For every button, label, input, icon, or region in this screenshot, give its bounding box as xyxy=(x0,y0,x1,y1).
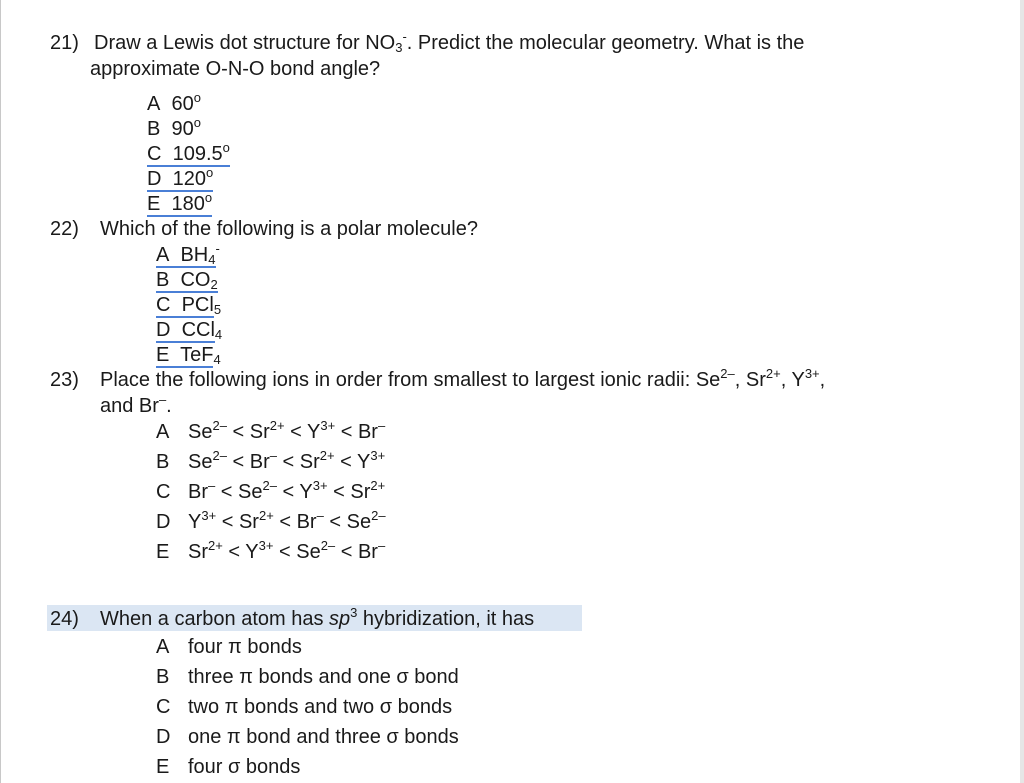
hybridization-term: sp xyxy=(329,608,351,630)
option-text: 90 xyxy=(171,118,194,140)
ion: < Sr xyxy=(226,421,270,443)
question-21-number: 21) xyxy=(50,32,79,54)
ion: < Y xyxy=(276,481,313,503)
option-text: 60 xyxy=(171,93,194,115)
option-letter: E xyxy=(147,193,161,215)
option-letter: A xyxy=(156,244,170,266)
ion: Sr xyxy=(188,541,208,563)
option-text: three π bonds and one σ bond xyxy=(188,666,459,688)
question-21-option-a[interactable] xyxy=(147,92,201,116)
option-text: one π bond and three σ bonds xyxy=(188,726,459,748)
question-22-option-a[interactable] xyxy=(156,243,220,267)
ion: < Br xyxy=(273,511,317,533)
question-24-option-b[interactable] xyxy=(156,665,459,689)
charge: 2– xyxy=(212,448,227,463)
formula-base: CCl xyxy=(181,319,215,341)
question-23-text-f: . xyxy=(166,395,172,417)
degree-sign: o xyxy=(204,190,213,205)
option-letter: B xyxy=(156,269,170,291)
question-23-line1 xyxy=(100,368,825,392)
option-text: 120 xyxy=(172,168,206,190)
ion: < Sr xyxy=(216,511,259,533)
option-text: four σ bonds xyxy=(188,756,301,778)
question-21-line1 xyxy=(94,31,804,55)
question-22-option-b[interactable] xyxy=(156,268,218,292)
ion: < Y xyxy=(284,421,321,443)
ion: < Y xyxy=(222,541,259,563)
charge: 2+ xyxy=(319,448,335,463)
option-letter: D xyxy=(156,319,171,341)
option-text: 180 xyxy=(171,193,205,215)
charge: 2– xyxy=(320,538,336,553)
question-21-option-e[interactable] xyxy=(147,192,212,216)
formula-base: PCl xyxy=(181,294,214,316)
formula-base: BH xyxy=(180,244,209,266)
charge: – xyxy=(316,508,324,523)
option-letter: D xyxy=(156,511,171,533)
degree-sign: o xyxy=(205,165,214,180)
charge: 3+ xyxy=(804,366,820,381)
question-22-option-c[interactable] xyxy=(156,293,221,317)
charge: 3+ xyxy=(320,418,336,433)
question-24-text-a: When a carbon atom has xyxy=(100,608,330,630)
question-23-option-d[interactable] xyxy=(156,510,386,534)
option-letter: D xyxy=(147,168,162,190)
ion: < Br xyxy=(226,451,270,473)
option-letter: C xyxy=(156,481,171,503)
formula-subscript: 4 xyxy=(213,352,221,367)
question-21-superscript: - xyxy=(402,29,407,44)
ion: < Y xyxy=(334,451,371,473)
question-21-option-d[interactable] xyxy=(147,167,213,191)
formula-base: TeF xyxy=(180,344,214,366)
page-left-border xyxy=(0,0,1,783)
question-24-option-e[interactable] xyxy=(156,755,300,779)
charge: 2+ xyxy=(765,366,781,381)
question-23-option-c[interactable] xyxy=(156,480,385,504)
ion: < Br xyxy=(335,421,378,443)
charge: 2+ xyxy=(208,538,223,553)
option-letter: E xyxy=(156,344,170,366)
question-23-text-b: , Sr xyxy=(734,369,766,391)
question-23-text-e: and Br xyxy=(100,395,159,417)
question-23-text-c: , Y xyxy=(780,369,805,391)
degree-sign: o xyxy=(193,115,201,130)
option-letter: B xyxy=(147,118,161,140)
question-21-text-b: . Predict the molecular geometry. What is the xyxy=(406,32,805,54)
formula-subscript: 4 xyxy=(208,252,216,267)
hybridization-exponent: 3 xyxy=(350,605,358,620)
question-23-option-e[interactable] xyxy=(156,540,385,564)
charge: – xyxy=(269,448,277,463)
charge: 2– xyxy=(371,508,386,523)
question-24-text xyxy=(100,607,534,631)
charge: 2+ xyxy=(370,478,386,493)
question-21-text-a: Draw a Lewis dot structure for NO xyxy=(94,32,396,54)
ion: < Sr xyxy=(276,451,320,473)
formula-base: CO xyxy=(180,269,211,291)
question-24-number: 24) xyxy=(50,608,79,630)
charge: 2– xyxy=(212,418,227,433)
ion: < Se xyxy=(323,511,372,533)
question-22-option-e[interactable] xyxy=(156,343,221,367)
question-21-line2: approximate O-N-O bond angle? xyxy=(90,58,381,80)
formula-subscript: 4 xyxy=(214,327,223,342)
option-letter: B xyxy=(156,666,170,688)
option-text: two π bonds and two σ bonds xyxy=(188,696,453,718)
question-22-number: 22) xyxy=(50,218,79,240)
option-letter: A xyxy=(156,636,170,658)
charge: 3+ xyxy=(258,538,274,553)
scrollbar-track[interactable] xyxy=(1020,0,1024,783)
degree-sign: o xyxy=(222,140,230,155)
ion: < Sr xyxy=(327,481,371,503)
option-text: 109.5 xyxy=(172,143,223,165)
option-letter: D xyxy=(156,726,171,748)
charge: 2– xyxy=(262,478,277,493)
charge: – xyxy=(377,418,386,433)
option-letter: A xyxy=(147,93,161,115)
formula-subscript: 2 xyxy=(210,277,218,292)
formula-subscript: 5 xyxy=(213,302,222,317)
ion: Se xyxy=(188,451,213,473)
ion: < Se xyxy=(273,541,321,563)
option-text: four π bonds xyxy=(188,636,302,658)
option-letter: C xyxy=(147,143,162,165)
charge: – xyxy=(208,478,216,493)
formula-charge: - xyxy=(215,241,220,256)
question-24-text-b: hybridization, it has xyxy=(357,608,535,630)
charge: – xyxy=(377,538,386,553)
ion: Br xyxy=(188,481,208,503)
question-23-number: 23) xyxy=(50,369,79,391)
charge: 3+ xyxy=(201,508,217,523)
ion: < Br xyxy=(335,541,378,563)
degree-sign: o xyxy=(193,90,201,105)
ion: Se xyxy=(188,421,213,443)
option-letter: C xyxy=(156,294,171,316)
question-23-option-a[interactable] xyxy=(156,420,385,444)
charge: 3+ xyxy=(312,478,328,493)
question-21-subscript: 3 xyxy=(395,40,403,55)
option-letter: E xyxy=(156,756,170,778)
charge: 2– xyxy=(720,366,735,381)
question-23-option-b[interactable] xyxy=(156,450,385,474)
charge: 2+ xyxy=(258,508,274,523)
question-24-option-d[interactable] xyxy=(156,725,459,749)
question-23-text-a: Place the following ions in order from smallest to largest ionic radii: Se xyxy=(100,369,721,391)
ion: < Se xyxy=(215,481,263,503)
question-24-option-c[interactable] xyxy=(156,695,452,719)
question-21-option-b[interactable] xyxy=(147,117,201,141)
question-21-option-c[interactable] xyxy=(147,142,230,166)
charge: 3+ xyxy=(370,448,386,463)
question-23-line2 xyxy=(100,394,172,418)
question-23-text-d: , xyxy=(819,369,826,391)
question-22-text: Which of the following is a polar molecule? xyxy=(100,218,478,240)
charge: – xyxy=(158,392,167,407)
question-24-option-a[interactable] xyxy=(156,635,302,659)
option-letter: B xyxy=(156,451,170,473)
question-22-option-d[interactable] xyxy=(156,318,222,342)
option-letter: C xyxy=(156,696,171,718)
charge: 2+ xyxy=(269,418,285,433)
option-letter: A xyxy=(156,421,170,443)
ion: Y xyxy=(188,511,202,533)
option-letter: E xyxy=(156,541,170,563)
